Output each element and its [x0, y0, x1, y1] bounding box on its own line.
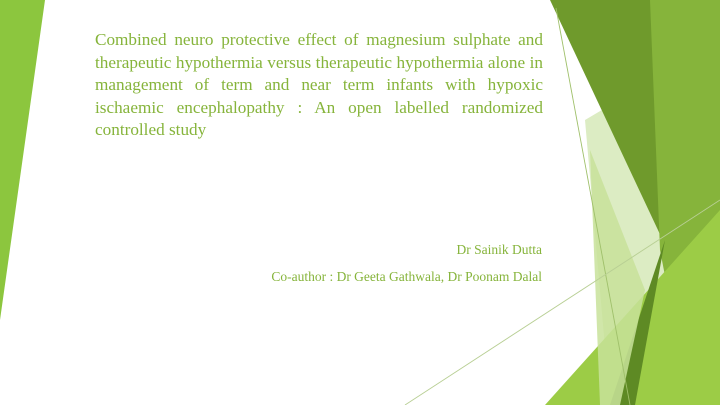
left-edge-wedge [0, 0, 45, 320]
co-authors: Co-author : Dr Geeta Gathwala, Dr Poonam Dalal [271, 269, 542, 284]
slide-title: Combined neuro protective effect of magnesium sulphate and therapeutic hypothermia versus therapeutic hypothermia alone in management of term and near term infants with hypoxic ischaemic encephalopathy : An open labelled randomized controlled study [95, 30, 543, 139]
presenter-name: Dr Sainik Dutta [456, 242, 542, 257]
